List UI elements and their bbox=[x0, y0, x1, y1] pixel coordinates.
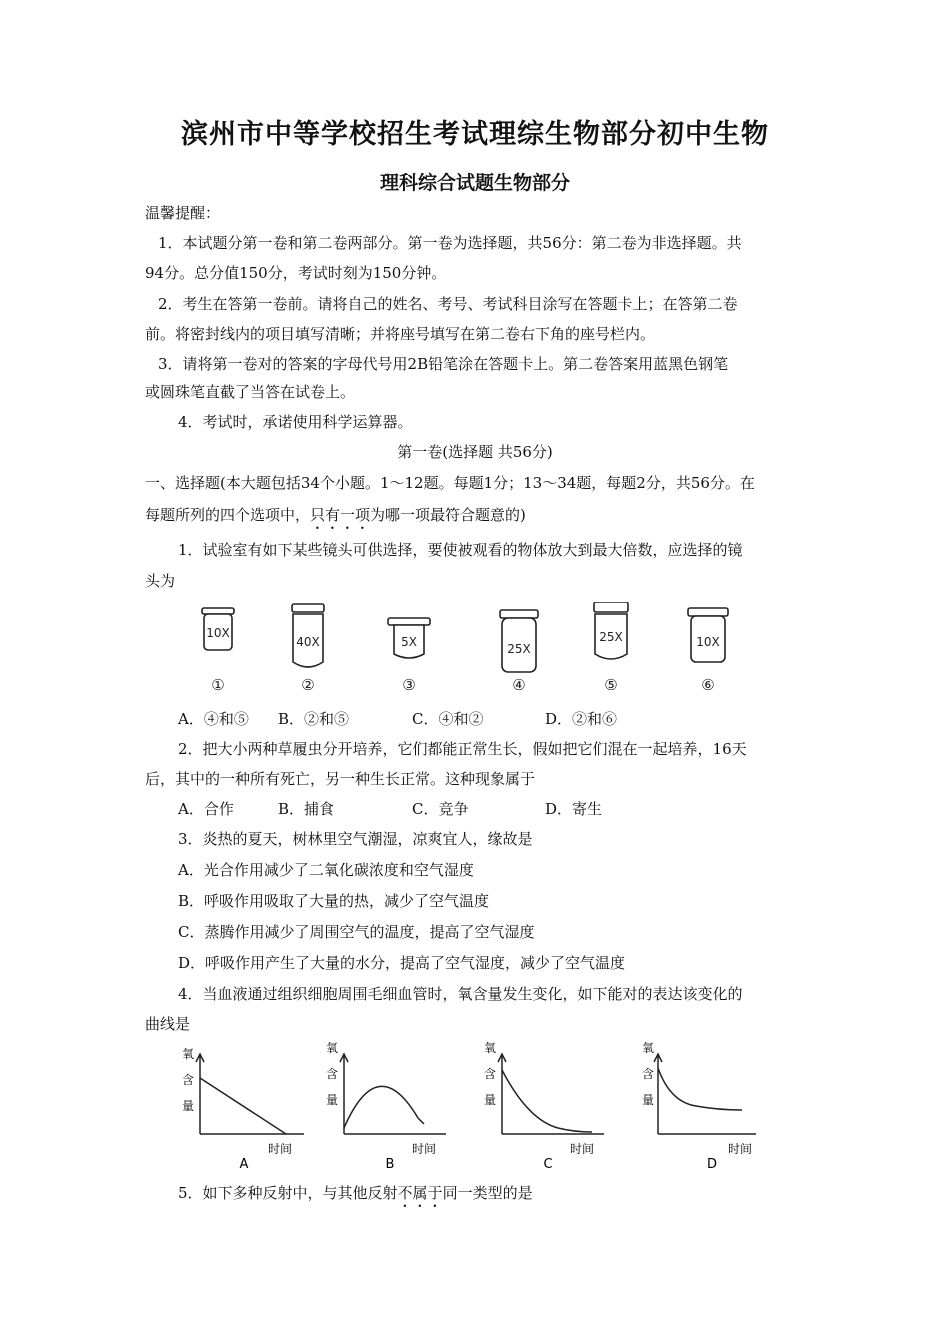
notice-heading: 温馨提醒： bbox=[145, 204, 221, 222]
q1-stem-line-2: 头为 bbox=[145, 572, 176, 590]
graph-c-x-label: 时间 bbox=[569, 1142, 595, 1156]
q5-stem-part-c: 同一类型的是 bbox=[442, 1184, 533, 1202]
graph-d-curve bbox=[658, 1068, 742, 1110]
lens-4 bbox=[490, 602, 550, 698]
notice-item-4: 4．考试时，承诺使用科学运算器。 bbox=[178, 413, 413, 431]
q1-option-c: C．④和② bbox=[412, 710, 484, 728]
lens-6 bbox=[678, 602, 738, 698]
lens-1 bbox=[190, 602, 250, 698]
graph-d-y-label-3: 量 bbox=[641, 1093, 655, 1107]
graph-c-y-label-2: 含 bbox=[483, 1067, 497, 1081]
notice-item-2-line-1: 2．考生在答第一卷前。请将自己的姓名、考号、考试科目涂写在答题卡上；在答第二卷 bbox=[158, 295, 738, 313]
lens-3-number: ③ bbox=[402, 676, 416, 694]
lens-5-label: 25X bbox=[599, 630, 623, 644]
lens-5 bbox=[582, 602, 642, 698]
notice-item-3-line-2: 或圆珠笔直截了当答在试卷上。 bbox=[145, 383, 356, 401]
q4-stem-line-1: 4．当血液通过组织细胞周围毛细血管时，氧含量发生变化，如下能对的表达该变化的 bbox=[178, 985, 743, 1003]
lens-5-number: ⑤ bbox=[604, 676, 618, 694]
q3-stem: 3．炎热的夏天，树林里空气潮湿，凉爽宜人，缘故是 bbox=[178, 830, 533, 848]
graph-b-caption: B bbox=[385, 1157, 395, 1170]
graph-d-y-label-1: 氧 bbox=[641, 1041, 655, 1055]
q2-option-d: D．寄生 bbox=[545, 800, 603, 818]
graph-a bbox=[178, 1040, 308, 1170]
q2-option-c: C．竞争 bbox=[412, 800, 469, 818]
notice-item-3-line-1: 3．请将第一卷对的答案的字母代号用2B铅笔涂在答题卡上。第二卷答案用蓝黑色钢笔 bbox=[158, 355, 729, 373]
page-title: 滨州市中等学校招生考试理综生物部分初中生物 bbox=[181, 119, 769, 150]
q2-stem-line-2: 后，其中的一种所有死亡，另一种生长正常。这种现象属于 bbox=[145, 770, 536, 788]
q3-option-b: B．呼吸作用吸取了大量的热，减少了空气温度 bbox=[178, 892, 490, 910]
graph-b-curve bbox=[344, 1086, 424, 1128]
lens-4-label: 25X bbox=[507, 642, 531, 656]
lens-figure bbox=[190, 602, 750, 698]
section-intro-part-c: 为哪一项最符合题意的) bbox=[370, 506, 526, 524]
graph-d-caption: D bbox=[706, 1157, 718, 1170]
q1-option-a: A．④和⑤ bbox=[178, 710, 249, 728]
q2-option-b: B．捕食 bbox=[278, 800, 335, 818]
q1-option-b: B．②和⑤ bbox=[278, 710, 350, 728]
section-intro-line-2 bbox=[145, 505, 526, 533]
q1-option-d: D．②和⑥ bbox=[545, 710, 618, 728]
q5-stem-part-a: 5．如下多种反射中，与其他反射 bbox=[178, 1184, 398, 1202]
lens-1-label: 10X bbox=[206, 626, 230, 640]
lens-2-number: ② bbox=[301, 676, 315, 694]
q2-stem-line-1: 2．把大小两种草履虫分开培养，它们都能正常生长，假如把它们混在一起培养，16天 bbox=[178, 740, 747, 758]
lens-3 bbox=[380, 602, 440, 698]
q3-option-c: C．蒸腾作用减少了周围空气的温度，提高了空气湿度 bbox=[178, 923, 535, 941]
graph-a-caption: A bbox=[239, 1157, 249, 1170]
notice-item-1-line-2: 94分。总分值150分，考试时刻为150分钟。 bbox=[145, 264, 447, 282]
lens-2-label: 40X bbox=[296, 635, 320, 649]
notice-item-2-line-2: 前。将密封线内的项目填写清晰；并将座号填写在第二卷右下角的座号栏内。 bbox=[145, 325, 656, 343]
q3-option-d: D．呼吸作用产生了大量的水分，提高了空气湿度，减少了空气温度 bbox=[178, 954, 626, 972]
lens-2 bbox=[280, 602, 340, 698]
graph-b-y-label-1: 氧 bbox=[325, 1041, 339, 1055]
lens-6-label: 10X bbox=[696, 635, 720, 649]
graph-c-y-label-1: 氧 bbox=[483, 1041, 497, 1055]
q5-stem bbox=[178, 1183, 533, 1211]
graph-a-curve bbox=[200, 1078, 286, 1134]
q3-option-a: A．光合作用减少了二氧化碳浓度和空气湿度 bbox=[178, 861, 474, 879]
section-intro-emphasis: 只有一项 bbox=[310, 506, 371, 524]
graph-a-x-label: 时间 bbox=[267, 1142, 293, 1156]
section-intro-part-a: 每题所列的四个选项中， bbox=[145, 506, 311, 524]
graph-d-x-label: 时间 bbox=[727, 1142, 753, 1156]
graph-d bbox=[630, 1040, 760, 1170]
graph-c-caption: C bbox=[543, 1157, 553, 1170]
graph-b-y-label-3: 量 bbox=[325, 1093, 339, 1107]
lens-1-number: ① bbox=[211, 676, 225, 694]
graph-b-x-label: 时间 bbox=[411, 1142, 437, 1156]
graph-c bbox=[478, 1040, 608, 1170]
section-intro-line-1: 一、选择题(本大题包括34个小题。1～12题。每题1分；13～34题，每题2分，共56分。在 bbox=[145, 474, 755, 492]
graph-c-curve bbox=[502, 1070, 592, 1132]
graph-a-y-label-2: 含 bbox=[181, 1073, 195, 1087]
lens-3-label: 5X bbox=[401, 635, 417, 649]
graph-c-y-label-3: 量 bbox=[483, 1093, 497, 1107]
graph-b-y-label-2: 含 bbox=[325, 1067, 339, 1081]
lens-4-number: ④ bbox=[512, 676, 526, 694]
page-subtitle: 理科综合试题生物部分 bbox=[379, 172, 570, 194]
q5-stem-emphasis: 不属于 bbox=[397, 1184, 443, 1202]
q1-stem-line-1: 1．试验室有如下某些镜头可供选择，要使被观看的物体放大到最大倍数，应选择的镜 bbox=[178, 541, 743, 559]
q4-stem-line-2: 曲线是 bbox=[145, 1015, 191, 1033]
graph-a-y-label-1: 氧 bbox=[181, 1047, 195, 1061]
notice-item-1-line-1: 1．本试题分第一卷和第二卷两部分。第一卷为选择题，共56分：第二卷为非选择题。共 bbox=[158, 234, 742, 252]
graph-b bbox=[320, 1040, 450, 1170]
section-heading: 第一卷(选择题 共56分) bbox=[397, 443, 553, 461]
q2-option-a: A．合作 bbox=[178, 800, 234, 818]
lens-6-number: ⑥ bbox=[701, 676, 715, 694]
graph-a-y-label-3: 量 bbox=[181, 1099, 195, 1113]
graph-d-y-label-2: 含 bbox=[641, 1067, 655, 1081]
